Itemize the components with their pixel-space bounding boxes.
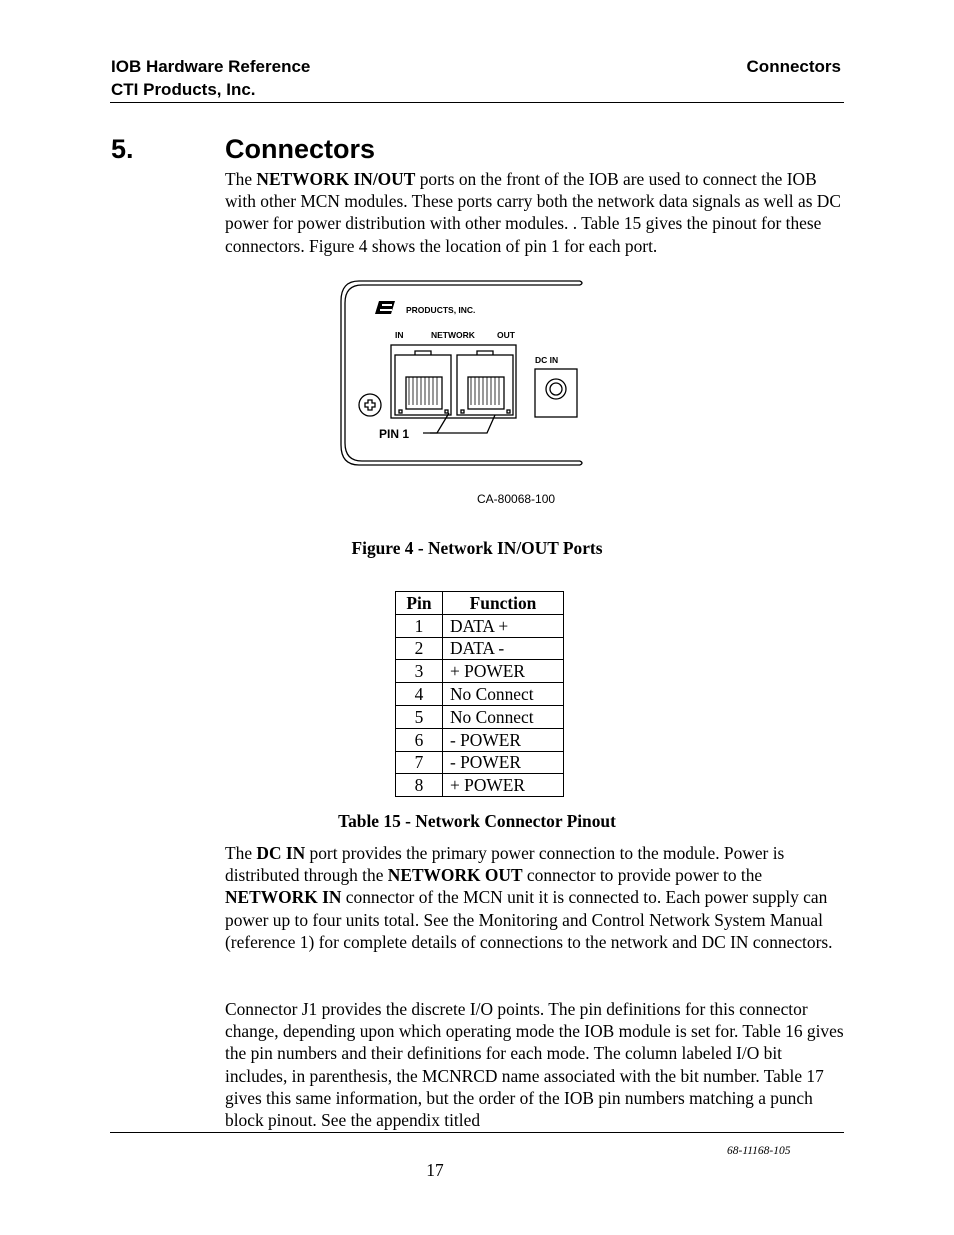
document-number: 68-11168-105 — [727, 1145, 791, 1157]
table-header-row — [396, 592, 564, 615]
label-out: OUT — [497, 330, 515, 340]
pinout-table — [395, 591, 564, 797]
cell-function: DATA - — [443, 637, 564, 660]
table-row — [396, 614, 564, 637]
label-dc-in: DC IN — [535, 355, 559, 365]
cell-pin: 1 — [396, 614, 443, 637]
drawing-number: CA-80068-100 — [477, 492, 556, 506]
table-row — [396, 660, 564, 683]
cell-function: No Connect — [443, 683, 564, 706]
section-title: Connectors — [225, 134, 376, 164]
cell-pin: 4 — [396, 683, 443, 706]
header-section-name: Connectors — [746, 57, 841, 76]
table-row — [396, 683, 564, 706]
header-title-line1: IOB Hardware Reference — [111, 57, 311, 76]
cell-pin: 3 — [396, 660, 443, 683]
header-pin: Pin — [396, 592, 443, 615]
logo-text: PRODUCTS, INC. — [406, 305, 476, 315]
cell-pin: 5 — [396, 705, 443, 728]
table-row — [396, 705, 564, 728]
cell-pin: 7 — [396, 751, 443, 774]
table-caption: Table 15 - Network Connector Pinout — [338, 811, 616, 831]
cell-pin: 2 — [396, 637, 443, 660]
cell-function: DATA + — [443, 614, 564, 637]
table-row — [396, 728, 564, 751]
cell-function: + POWER — [443, 774, 564, 797]
cell-pin: 8 — [396, 774, 443, 797]
connector-j1-paragraph: Connector J1 provides the discrete I/O points. The pin definitions for this connector change, depending upon which operating mode the IOB module is set for. Table 16 gives the pin numbers and their definitions for each mode. The column labeled I/O bit includes, in parenthesis, the MCNRCD name associated with the bit number. Table 17 gives this same information, but the order of the IOB pin numbers matching a punch block pinout. See the appendix titled — [225, 999, 844, 1131]
cti-logo-icon — [375, 301, 395, 314]
network-ports-figure — [337, 273, 637, 518]
figure-caption: Figure 4 - Network IN/OUT Ports — [351, 538, 603, 558]
header-rule — [110, 102, 844, 103]
label-in: IN — [395, 330, 404, 340]
page-number: 17 — [426, 1160, 444, 1180]
cell-function: No Connect — [443, 705, 564, 728]
cell-function: + POWER — [443, 660, 564, 683]
header-function: Function — [443, 592, 564, 615]
label-pin1: PIN 1 — [379, 427, 410, 441]
section-number: 5. — [111, 134, 134, 164]
cell-function: - POWER — [443, 751, 564, 774]
header-title-line2: CTI Products, Inc. — [111, 80, 256, 99]
cell-pin: 6 — [396, 728, 443, 751]
intro-paragraph: The NETWORK IN/OUT ports on the front of the IOB are used to connect the IOB with other MCN modules. These ports carry both the network data signals as well as DC power for power distribution with other modules. . Table 15 gives the pinout for these connectors. Figure 4 shows the location of pin 1 for each port. — [225, 169, 841, 256]
cell-function: - POWER — [443, 728, 564, 751]
dc-in-paragraph: The DC IN port provides the primary power connection to the module. Power is distributed through the NETWORK OUT connector to provide power to the NETWORK IN connector of the MCN unit it is connected to. Each power supply can power up to four units total. See the Monitoring and Control Network System Manual (reference 1) for complete details of connections to the network and DC IN connectors. — [225, 843, 833, 952]
footer-rule — [110, 1132, 844, 1133]
table-row — [396, 774, 564, 797]
label-network: NETWORK — [431, 330, 475, 340]
table-row — [396, 751, 564, 774]
table-row — [396, 637, 564, 660]
